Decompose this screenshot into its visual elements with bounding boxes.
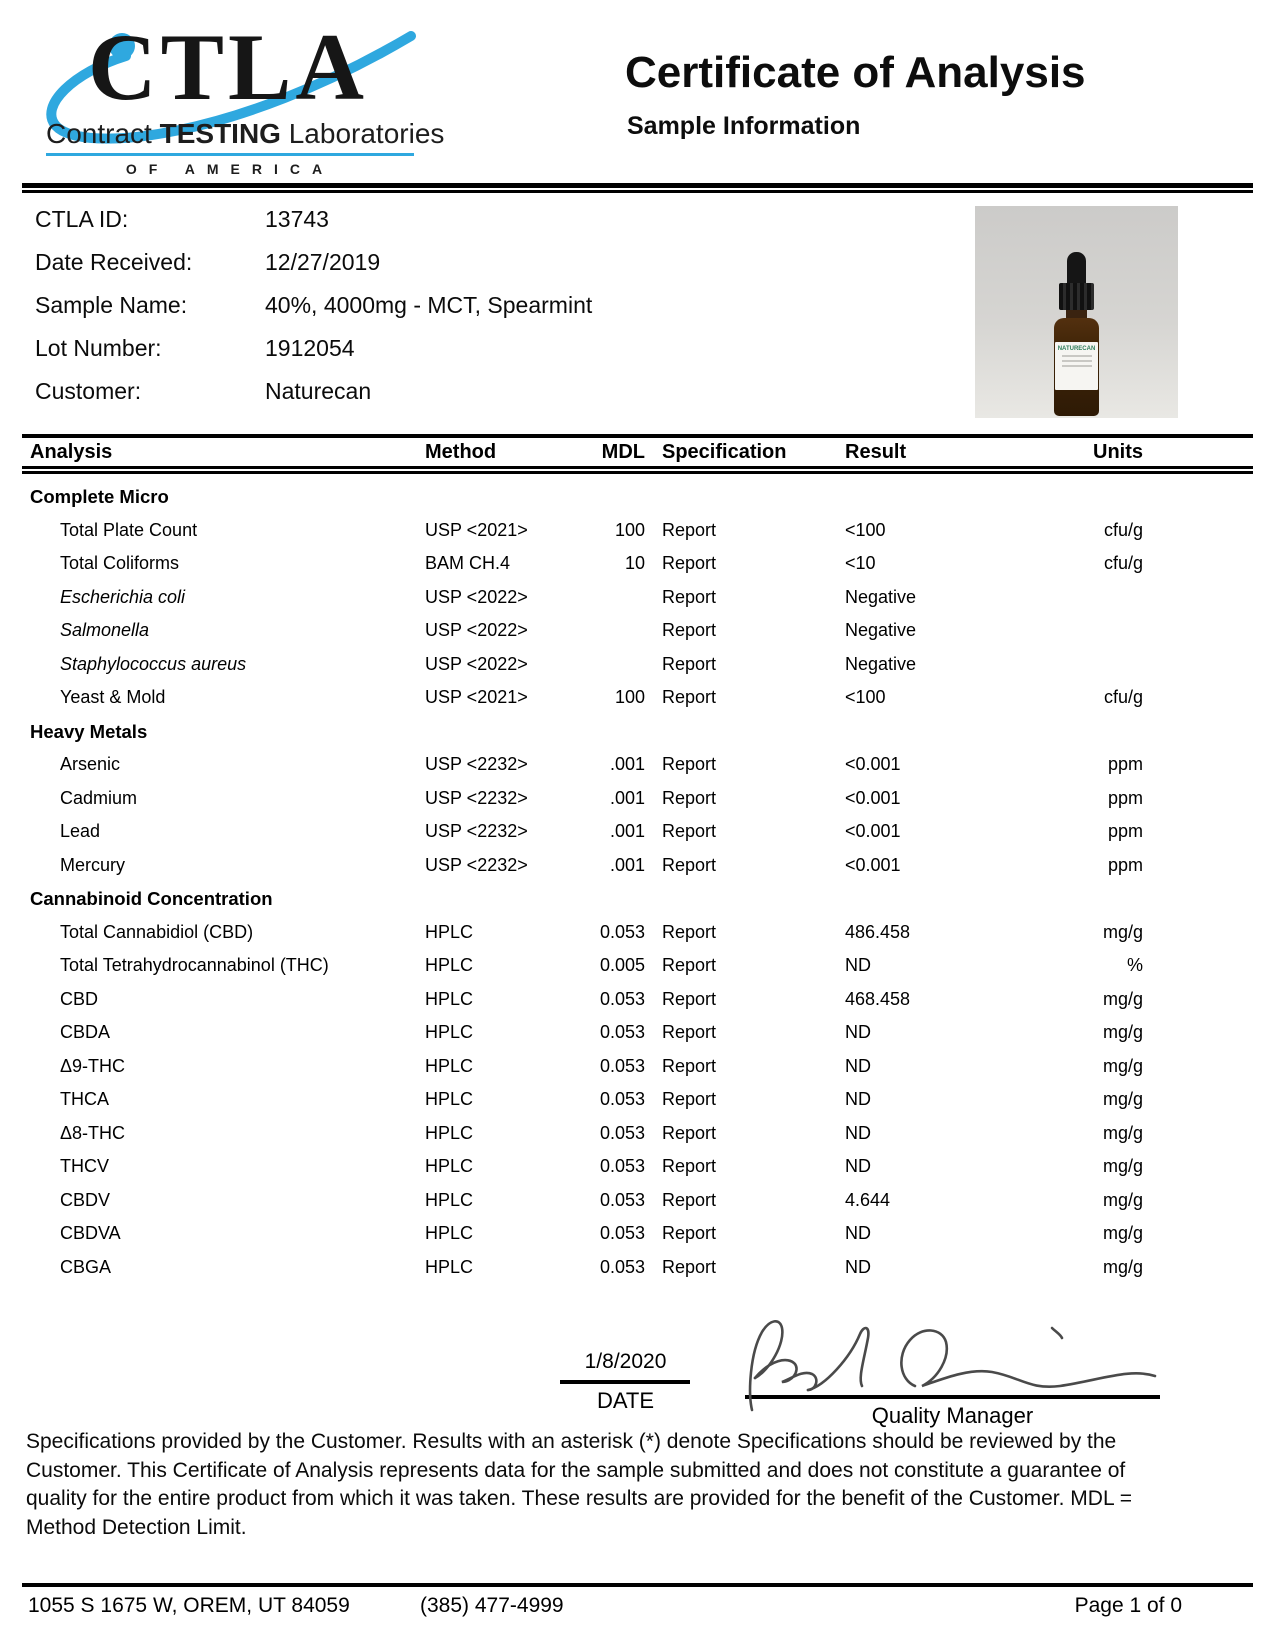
analysis-cell: Salmonella — [60, 620, 150, 640]
units-cell: cfu/g — [1103, 687, 1143, 707]
specification-cell: Report — [662, 1256, 717, 1277]
table-row — [0, 1217, 1275, 1251]
mdl-cell: 0.053 — [599, 1156, 645, 1176]
specification-cell: Report — [662, 1223, 717, 1243]
result-cell: ND — [845, 955, 871, 975]
specification-cell: Report — [662, 955, 717, 975]
specification-cell: Report — [662, 854, 717, 875]
specification-cell: Report — [662, 821, 717, 841]
date-label: DATE — [596, 1388, 655, 1413]
sample-info-row — [35, 241, 915, 284]
result-cell: <100 — [845, 687, 886, 707]
units-cell: mg/g — [1102, 1223, 1143, 1243]
method-cell: USP <2232> — [425, 754, 528, 774]
mdl-cell: .001 — [609, 854, 645, 875]
column-header-analysis: Analysis — [30, 441, 113, 463]
specification-cell: Report — [662, 653, 717, 674]
table-header — [0, 440, 1275, 464]
analysis-cell: Δ9-THC — [60, 1055, 126, 1076]
field-value: Naturecan — [265, 378, 372, 404]
analysis-cell: THCV — [60, 1156, 109, 1176]
units-cell: ppm — [1107, 787, 1143, 808]
analysis-cell: Mercury — [60, 854, 126, 875]
table-row — [0, 1150, 1275, 1184]
result-cell: 468.458 — [845, 988, 911, 1009]
table-row — [0, 782, 1275, 816]
method-cell: HPLC — [425, 921, 474, 942]
section-header-row — [0, 882, 1275, 916]
table-top-rule — [22, 434, 1253, 438]
section-header-row — [0, 480, 1275, 514]
mdl-cell: 0.053 — [599, 988, 645, 1009]
units-cell: mg/g — [1102, 1089, 1143, 1109]
specification-cell: Report — [662, 787, 717, 808]
analysis-cell: Staphylococcus aureus — [60, 653, 247, 674]
mdl-cell: 100 — [614, 519, 645, 540]
units-cell: mg/g — [1102, 921, 1143, 942]
table-row — [0, 581, 1275, 615]
result-cell: 486.458 — [845, 921, 911, 942]
sample-info-row — [35, 284, 915, 327]
analysis-cell: Arsenic — [60, 754, 121, 774]
field-label: Lot Number: — [35, 335, 162, 361]
result-cell: <0.001 — [845, 787, 901, 808]
column-header-mdl: MDL — [601, 441, 645, 463]
analysis-cell: Total Plate Count — [60, 519, 198, 540]
mdl-cell: .001 — [609, 754, 645, 774]
specification-cell: Report — [662, 519, 717, 540]
method-cell: HPLC — [425, 1256, 474, 1277]
logo-of-america: OF AMERICA — [125, 161, 335, 177]
specification-cell: Report — [662, 754, 717, 774]
field-label: Sample Name: — [35, 292, 188, 318]
units-cell: ppm — [1107, 754, 1143, 774]
analysis-cell: CBD — [60, 988, 99, 1009]
specification-cell: Report — [662, 687, 717, 707]
table-row — [0, 1117, 1275, 1151]
units-cell: cfu/g — [1103, 519, 1143, 540]
result-cell: ND — [845, 1256, 871, 1277]
result-cell: <0.001 — [845, 754, 901, 774]
units-cell: mg/g — [1102, 1122, 1143, 1143]
dropper-cap — [1059, 283, 1094, 310]
date-signature-line — [560, 1380, 690, 1384]
mdl-cell: 0.053 — [599, 1122, 645, 1143]
result-cell: ND — [845, 1223, 871, 1243]
specification-cell: Report — [662, 1122, 717, 1143]
section-name: Complete Micro — [30, 486, 169, 507]
logo-acronym: CTLA — [88, 14, 368, 120]
results-table-body — [0, 480, 1275, 1284]
method-cell: USP <2232> — [425, 787, 528, 808]
mdl-cell: 0.053 — [599, 1055, 645, 1076]
table-row — [0, 815, 1275, 849]
method-cell: USP <2232> — [425, 821, 528, 841]
method-cell: HPLC — [425, 1089, 474, 1109]
sample-info-row — [35, 198, 915, 241]
logo-word-laboratories: Laboratories — [280, 118, 445, 149]
field-label: Customer: — [35, 378, 142, 404]
quality-manager-label: Quality Manager — [871, 1403, 1034, 1428]
specification-cell: Report — [662, 586, 717, 607]
method-cell: USP <2021> — [425, 687, 528, 707]
table-row — [0, 648, 1275, 682]
method-cell: USP <2021> — [425, 519, 528, 540]
result-cell: ND — [845, 1089, 871, 1109]
field-value: 13743 — [265, 206, 329, 232]
method-cell: HPLC — [425, 1223, 474, 1243]
field-value: 40%, 4000mg - MCT, Spearmint — [265, 292, 593, 318]
method-cell: USP <2022> — [425, 653, 528, 674]
table-row — [0, 1251, 1275, 1285]
analysis-cell: Lead — [60, 821, 101, 841]
analysis-cell: Total Cannabidiol (CBD) — [60, 921, 254, 942]
result-cell: <0.001 — [845, 821, 901, 841]
column-header-specification: Specification — [662, 441, 787, 463]
table-header-rule — [22, 466, 1253, 474]
result-cell: Negative — [845, 586, 917, 607]
sample-info-block — [35, 198, 915, 413]
units-cell: mg/g — [1102, 1055, 1143, 1076]
analysis-cell: CBGA — [60, 1256, 112, 1277]
column-header-units: Units — [1093, 441, 1143, 463]
specification-cell: Report — [662, 1089, 717, 1109]
table-row — [0, 547, 1275, 581]
analysis-cell: Total Coliforms — [60, 553, 180, 573]
mdl-cell: 0.053 — [599, 1089, 645, 1109]
table-row — [0, 681, 1275, 715]
dropper-bulb — [1067, 252, 1086, 286]
analysis-cell: Cadmium — [60, 787, 138, 808]
field-label: CTLA ID: — [35, 206, 129, 232]
table-row — [0, 1184, 1275, 1218]
units-cell: ppm — [1107, 854, 1143, 875]
table-row — [0, 1050, 1275, 1084]
mdl-cell: 100 — [614, 687, 645, 707]
analysis-cell: CBDA — [60, 1022, 111, 1042]
specification-cell: Report — [662, 988, 717, 1009]
units-cell: mg/g — [1102, 1156, 1143, 1176]
specification-cell: Report — [662, 620, 717, 640]
analysis-cell: THCA — [60, 1089, 109, 1109]
sample-info-row — [35, 327, 915, 370]
analysis-cell: Yeast & Mold — [60, 687, 166, 707]
mdl-cell: 0.053 — [599, 1022, 645, 1042]
method-cell: HPLC — [425, 1122, 474, 1143]
field-value: 1912054 — [265, 335, 355, 361]
units-cell: mg/g — [1102, 1256, 1143, 1277]
analysis-cell: CBDVA — [60, 1223, 121, 1243]
method-cell: HPLC — [425, 1055, 474, 1076]
analysis-cell: Total Tetrahydrocannabinol (THC) — [60, 955, 329, 975]
analysis-cell: Δ8-THC — [60, 1122, 126, 1143]
result-cell: ND — [845, 1156, 871, 1176]
method-cell: HPLC — [425, 1022, 474, 1042]
section-name: Cannabinoid Concentration — [30, 888, 273, 909]
handwritten-signature — [700, 1298, 1170, 1413]
result-cell: <10 — [845, 553, 876, 573]
result-cell: ND — [845, 1122, 871, 1143]
method-cell: USP <2232> — [425, 854, 528, 875]
result-cell: Negative — [845, 653, 917, 674]
units-cell: mg/g — [1102, 988, 1143, 1009]
result-cell: <0.001 — [845, 854, 901, 875]
table-row — [0, 1016, 1275, 1050]
specification-cell: Report — [662, 1189, 717, 1210]
units-cell: cfu/g — [1103, 553, 1143, 573]
column-header-result: Result — [845, 441, 907, 463]
mdl-cell: 10 — [624, 553, 645, 573]
logo-word-testing: TESTING — [159, 118, 281, 149]
field-value: 12/27/2019 — [265, 249, 381, 275]
analysis-cell: Escherichia coli — [60, 586, 186, 607]
specification-cell: Report — [662, 553, 717, 573]
table-row — [0, 614, 1275, 648]
mdl-cell: 0.053 — [599, 1256, 645, 1277]
table-row — [0, 748, 1275, 782]
result-cell: Negative — [845, 620, 917, 640]
method-cell: BAM CH.4 — [425, 553, 511, 573]
product-photo — [975, 206, 1178, 418]
units-cell: ppm — [1107, 821, 1143, 841]
ctla-logo — [30, 12, 445, 177]
section-header-row — [0, 715, 1275, 749]
column-header-method: Method — [425, 441, 497, 463]
table-row — [0, 983, 1275, 1017]
mdl-cell: 0.005 — [599, 955, 645, 975]
disclaimer-text: Specifications provided by the Customer. Results with an asterisk (*) denote Specifications should be reviewed by the Customer. This Certificate of Analysis represents data for the sample submitted and does not constitute a guarantee of quality for the entire product from which it was taken. These results are provided for the benefit of the Customer. MDL = Method Detection Limit. — [26, 1430, 1132, 1539]
mdl-cell: 0.053 — [599, 1189, 645, 1210]
analysis-cell: CBDV — [60, 1189, 111, 1210]
logo-word-contract: Contract — [46, 118, 160, 149]
mdl-cell: .001 — [609, 787, 645, 808]
page-title: Certificate of Analysis — [625, 48, 1086, 97]
header-divider — [22, 183, 1253, 193]
method-cell: USP <2022> — [425, 620, 528, 640]
mdl-cell: .001 — [609, 821, 645, 841]
specification-cell: Report — [662, 1156, 717, 1176]
table-row — [0, 949, 1275, 983]
units-cell: % — [1126, 955, 1143, 975]
table-row — [0, 514, 1275, 548]
bottle-label-lines — [1062, 355, 1092, 367]
method-cell: HPLC — [425, 1156, 474, 1176]
method-cell: HPLC — [425, 988, 474, 1009]
method-cell: USP <2022> — [425, 586, 528, 607]
bottle-label — [1055, 342, 1098, 390]
lab-address: 1055 S 1675 W, OREM, UT 84059 — [28, 1594, 350, 1617]
table-row — [0, 1083, 1275, 1117]
method-cell: HPLC — [425, 1189, 474, 1210]
mdl-cell: 0.053 — [599, 921, 645, 942]
logo-company-name — [46, 118, 445, 150]
method-cell: HPLC — [425, 955, 474, 975]
section-name: Heavy Metals — [30, 720, 148, 742]
signature-date: 1/8/2020 — [584, 1350, 667, 1373]
result-cell: 4.644 — [845, 1189, 891, 1210]
page-subtitle: Sample Information — [627, 112, 861, 140]
table-row — [0, 849, 1275, 883]
specification-cell: Report — [662, 1022, 717, 1042]
bottle-brand-text: NATURECAN — [1057, 346, 1096, 352]
field-label: Date Received: — [35, 249, 193, 275]
units-cell: mg/g — [1102, 1189, 1143, 1210]
table-row — [0, 916, 1275, 950]
page-number: Page 1 of 0 — [1074, 1594, 1182, 1617]
mdl-cell: 0.053 — [599, 1223, 645, 1243]
logo-blue-rule — [46, 153, 414, 156]
result-cell: ND — [845, 1055, 871, 1076]
specification-cell: Report — [662, 1055, 717, 1076]
result-cell: ND — [845, 1022, 871, 1042]
specification-cell: Report — [662, 921, 717, 942]
sample-info-row — [35, 370, 915, 413]
result-cell: <100 — [845, 519, 886, 540]
units-cell: mg/g — [1102, 1022, 1143, 1042]
footer-rule — [22, 1583, 1253, 1587]
lab-phone: (385) 477-4999 — [420, 1594, 564, 1617]
